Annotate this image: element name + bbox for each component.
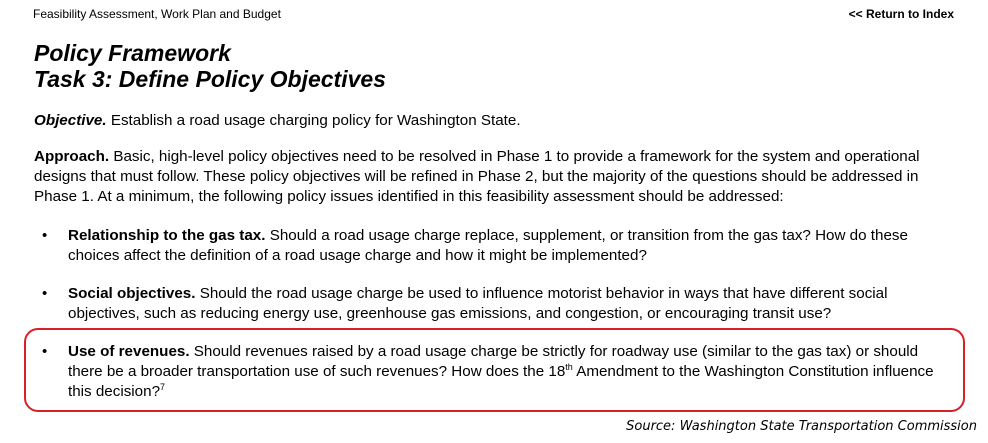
- bullet-icon: •: [42, 285, 48, 302]
- title-line-1: Policy Framework: [34, 40, 231, 66]
- bullet-text: Should the road usage charge be used to influence motorist behavior in ways that have different social objectives, such as reducing energy use, greenhouse gas emissions, and congestion, or encouraging transit use?: [68, 285, 888, 322]
- approach-label: Approach.: [34, 148, 110, 165]
- objective-label: Objective.: [34, 112, 107, 129]
- objective-paragraph: [34, 111, 939, 131]
- bullet-label: Social objectives.: [68, 285, 196, 302]
- bullet-icon: •: [42, 227, 48, 244]
- approach-text: Basic, high-level policy objectives need to be resolved in Phase 1 to provide a framework for the system and operational designs that must follow. These policy objectives will be refined in Phase 2, but the majority of the questions should be addressed in Phase 1. At a minimum, the following policy issues identified in this feasibility assessment should be addressed:: [34, 148, 920, 205]
- bullet-item-gas-tax: [42, 226, 948, 266]
- bullet-label: Use of revenues.: [68, 343, 190, 360]
- document-header: Feasibility Assessment, Work Plan and Budget: [33, 7, 281, 21]
- return-to-index-link[interactable]: << Return to Index: [848, 7, 954, 21]
- footnote-marker[interactable]: 7: [160, 381, 166, 392]
- title-line-2: Task 3: Define Policy Objectives: [34, 66, 386, 92]
- source-caption: Source: Washington State Transportation Commission: [626, 419, 977, 434]
- bullet-text: Should revenues raised by a road usage charge be strictly for roadway use (similar to the gas tax) or should there be a broader transportation use of such revenues? How does the 18: [68, 343, 919, 380]
- bullet-label: Relationship to the gas tax.: [68, 227, 266, 244]
- bullet-icon: •: [42, 343, 48, 360]
- bullet-text: Should a road usage charge replace, supplement, or transition from the gas tax? How do these choices affect the definition of a road usage charge and how it might be implemented?: [68, 227, 908, 264]
- bullet-item-use-of-revenues: [42, 342, 948, 402]
- objective-text: Establish a road usage charging policy for Washington State.: [106, 112, 521, 129]
- superscript-th: th: [565, 361, 573, 372]
- approach-paragraph: [34, 147, 939, 207]
- bullet-text-continued: Amendment to the Washington Constitution influence this decision?: [68, 363, 934, 400]
- page-title: [34, 40, 386, 92]
- bullet-item-social-objectives: [42, 284, 948, 324]
